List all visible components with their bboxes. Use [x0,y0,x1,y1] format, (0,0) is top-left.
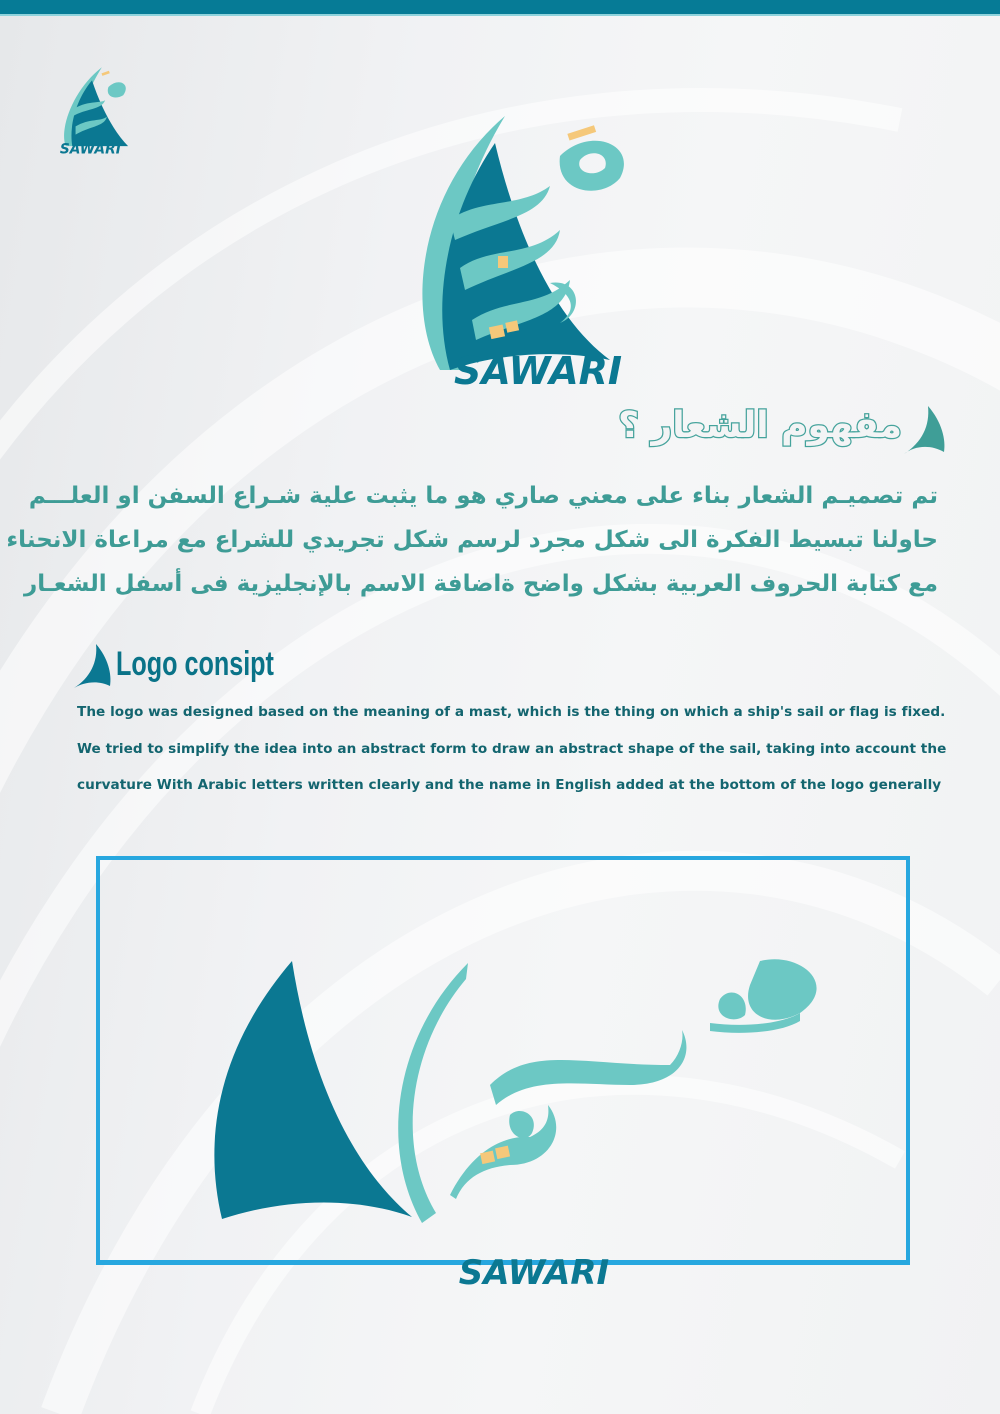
arabic-section-heading [618,400,902,452]
small-sail-logo-icon [52,64,132,156]
logo-construction-art [200,955,840,1235]
sail-icon [72,642,114,690]
arabic-line: تم تصميـم الشعار بناء على معني صاري هو ما يثبت علية شـراع السفن او العلـــم [28,483,938,509]
main-sail-logo-icon [410,108,650,388]
svg-text:SAWARI: SAWARI [59,141,121,156]
svg-text:SAWARI: SAWARI [458,1253,610,1292]
english-line: The logo was designed based on the meaning of a mast, which is the thing on which a ship's sail or flag is fixed. [77,704,946,720]
arabic-letter-sad [718,959,816,1019]
english-line: curvature With Arabic letters written clearly and the name in English added at the bottom of the logo generally [77,777,942,793]
english-description [77,700,947,810]
sawari-wordmark [456,1252,612,1292]
english-heading-text: Logo consipt [116,645,274,683]
arabic-heading-text: مفهوم الشعار ؟ [618,405,902,446]
svg-text:SAWARI: SAWARI [453,349,623,388]
arabic-description [6,474,938,606]
arabic-line: حاولنا تبسيط الفكرة الى شكل مجرد لرسم شكل تجريدي للشراع مع مراعاة الانحناء [6,527,938,553]
arabic-letter-ra [490,1030,686,1105]
sail-icon [900,404,946,456]
sail-shape [214,961,412,1219]
top-bar [0,0,1000,16]
english-line: We tried to simplify the idea into an abstract form to draw an abstract shape of the sail, taking into account the [77,740,947,757]
arabic-line: مع كتابة الحروف العربية بشكل واضح ةاضافة الاسم بالإنجليزية فى أسفل الشعـار [24,571,938,597]
